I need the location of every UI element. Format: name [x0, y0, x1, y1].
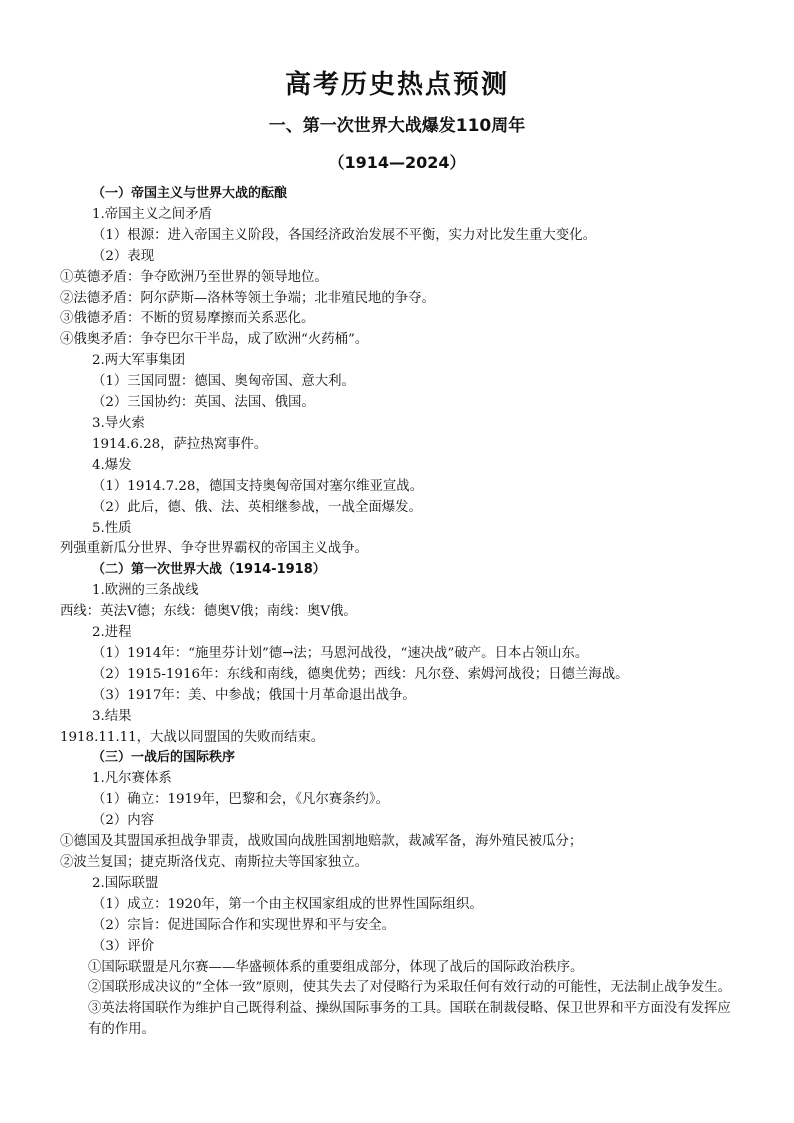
section-heading: （三）一战后的国际秩序 — [92, 750, 236, 766]
subheading: 2.进程 — [92, 625, 132, 641]
subheading: 2.两大军事集团 — [92, 353, 186, 369]
subheading: 3.结果 — [92, 708, 132, 724]
text-line: （2）此后，德、俄、法、英相继参战，一战全面爆发。 — [92, 499, 422, 515]
document-title: 高考历史热点预测 — [284, 70, 509, 100]
text-paragraph: ②国联形成决议的“全体一致”原则，使其失去了对侵略行为采取任何有效行动的可能性，无法制止战争发生。 — [88, 980, 732, 996]
document-body — [60, 184, 736, 1041]
section-heading: （一）帝国主义与世界大战的酝酿 — [92, 186, 288, 201]
text-line: （2）宗旨：促进国际合作和实现世界和平与安全。 — [92, 917, 396, 933]
subheading: 1.凡尔赛体系 — [92, 771, 172, 787]
text-line: （3）评价 — [92, 938, 155, 954]
text-line: ①德国及其盟国承担战争罪责，战败国向战胜国割地赔款，裁减军备，海外殖民被瓜分； — [60, 834, 583, 850]
section-heading: （二）第一次世界大战（1914-1918） — [92, 562, 326, 578]
text-line: ②波兰复国；捷克斯洛伐克、南斯拉夫等国家独立。 — [60, 855, 368, 870]
text-line: ①国际联盟是凡尔赛——华盛顿体系的重要组成部分，体现了战后的国际政治秩序。 — [88, 959, 584, 975]
text-line: （2）三国协约：英国、法国、俄国。 — [92, 395, 315, 411]
subheading: 1.帝国主义之间矛盾 — [92, 206, 212, 222]
text-line: （1）根源：进入帝国主义阶段，各国经济政治发展不平衡，实力对比发生重大变化。 — [92, 227, 596, 243]
subheading: 4.爆发 — [92, 457, 132, 473]
text-line: 列强重新瓜分世界、争夺世界霸权的帝国主义战争。 — [60, 541, 368, 557]
text-line: 西线：英法Ⅴ德；东线：德奥Ⅴ俄；南线：奥Ⅴ俄。 — [60, 604, 357, 620]
text-line: ②法德矛盾：阿尔萨斯—洛林等领土争端；北非殖民地的争夺。 — [60, 290, 435, 306]
text-line: （3）1917年：美、中参战；俄国十月革命退出战争。 — [92, 687, 416, 703]
text-line: ③俄德矛盾：不断的贸易摩擦而关系恶化。 — [60, 311, 315, 327]
document-subtitle: 一、第一次世界大战爆发110周年 — [268, 116, 526, 136]
text-line: （1）1914.7.28，德国支持奥匈帝国对塞尔维亚宣战。 — [92, 478, 424, 494]
text-line: （1）确立：1919年，巴黎和会，《凡尔赛条约》。 — [92, 792, 390, 808]
subheading: 3.导火索 — [92, 415, 145, 431]
text-line: ①英德矛盾：争夺欧洲乃至世界的领导地位。 — [60, 269, 328, 285]
text-line: 1918.11.11，大战以同盟国的失败而结束。 — [60, 729, 325, 745]
text-line: （1）1914年：“施里芬计划”德→法；马恩河战役，“速决战”破产。日本占领山东。 — [92, 645, 589, 661]
text-paragraph: ③英法将国联作为维护自己既得利益、操纵国际事务的工具。国联在制裁侵略、保卫世界和平方面没有发挥应有的作用。 — [88, 1001, 731, 1038]
text-line: （2）1915-1916年：东线和南线，德奥优势；西线：凡尔登、索姆河战役；日德兰海战。 — [92, 666, 629, 682]
text-line: ④俄奥矛盾：争夺巴尔干半岛，成了欧洲“火药桶”。 — [60, 332, 369, 348]
subheading: 5.性质 — [92, 520, 132, 536]
document-years: （1914—2024） — [328, 153, 466, 172]
text-line: （2）表现 — [92, 248, 155, 264]
text-line: 1914.6.28，萨拉热窝事件。 — [92, 436, 268, 452]
text-line: （1）成立：1920年，第一个由主权国家组成的世界性国际组织。 — [92, 896, 483, 912]
subheading: 1.欧洲的三条战线 — [92, 583, 199, 599]
subheading: 2.国际联盟 — [92, 875, 159, 891]
text-line: （1）三国同盟：德国、奥匈帝国、意大利。 — [92, 374, 355, 390]
text-line: （2）内容 — [92, 813, 155, 829]
